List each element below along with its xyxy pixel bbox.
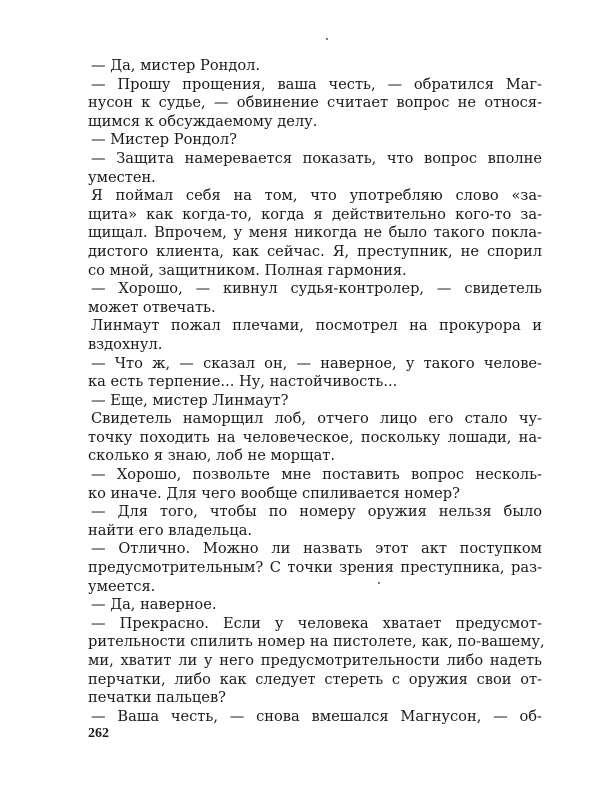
text-line: — Для того, чтобы по номеру оружия нельзя было [91, 503, 542, 521]
text-line: — Отлично. Можно ли назвать этот акт поступком [91, 540, 542, 558]
text-line: перчатки, либо как следует стереть с оружия свои от- [88, 670, 542, 688]
text-line: — Еще, мистер Линмаут? [91, 391, 289, 409]
text-line: дистого клиента, как сейчас. Я, преступник, не спорил [88, 242, 542, 260]
text-line: может отвечать. [88, 298, 216, 316]
text-line: — Мистер Рондол? [91, 131, 237, 149]
page-number: 262 [88, 726, 109, 741]
text-line: — Да, наверное. [91, 596, 217, 614]
text-line: рительности спилить номер на пистолете, как, по-вашему, [88, 633, 545, 651]
text-line: — Хорошо, позвольте мне поставить вопрос несколь- [91, 466, 542, 484]
text-line: щищал. Впрочем, у меня никогда не было такого покла- [88, 224, 542, 242]
text-line: ми, хватит ли у него предусмотрительности либо надеть [88, 652, 542, 669]
text-line: точку походить на человеческое, поскольку лошади, на- [88, 428, 542, 446]
text-line: предусмотрительным? С точки зрения преступника, раз- [88, 559, 542, 577]
text-line: щимся к обсуждаемому делу. [88, 112, 318, 130]
text-line: — Прошу прощения, ваша честь, — обратился Маг- [91, 75, 542, 93]
text-line: — Защита намеревается показать, что вопрос вполне [91, 149, 542, 167]
scan-speck [378, 582, 380, 584]
text-line: Я поймал себя на том, что употребляю слово «за- [91, 187, 542, 205]
text-line: нусон к судье, — обвинение считает вопрос не относя- [88, 94, 542, 112]
text-line: — Ваша честь, — снова вмешался Магнусон, — об- [91, 707, 542, 725]
text-line: вздохнул. [88, 335, 163, 353]
text-line: — Что ж, — сказал он, — наверное, у такого челове- [91, 354, 542, 372]
text-line: ка есть терпение... Ну, настойчивость... [88, 373, 398, 391]
book-page-text [88, 57, 545, 726]
text-line: умеется. [88, 577, 156, 595]
text-line: — Хорошо, — кивнул судья-контролер, — свидетель [91, 280, 542, 298]
text-line: — Да, мистер Рондол. [91, 57, 261, 74]
text-line: Линмаут пожал плечами, посмотрел на прокурора и [91, 317, 542, 335]
text-line: найти его владельца. [88, 521, 253, 539]
text-line: уместен. [88, 168, 156, 186]
text-line: щита» как когда-то, когда я действительно кого-то за- [88, 205, 542, 223]
scan-speck [326, 38, 328, 40]
text-line: — Прекрасно. Если у человека хватает предусмот- [91, 614, 542, 632]
text-line: сколько я знаю, лоб не морщат. [88, 447, 336, 465]
text-line: печатки пальцев? [88, 689, 226, 707]
text-line: Свидетель наморщил лоб, отчего лицо его стало чу- [91, 410, 542, 428]
text-line: со мной, защитником. Полная гармония. [88, 261, 407, 279]
text-line: ко иначе. Для чего вообще спиливается номер? [88, 484, 460, 502]
